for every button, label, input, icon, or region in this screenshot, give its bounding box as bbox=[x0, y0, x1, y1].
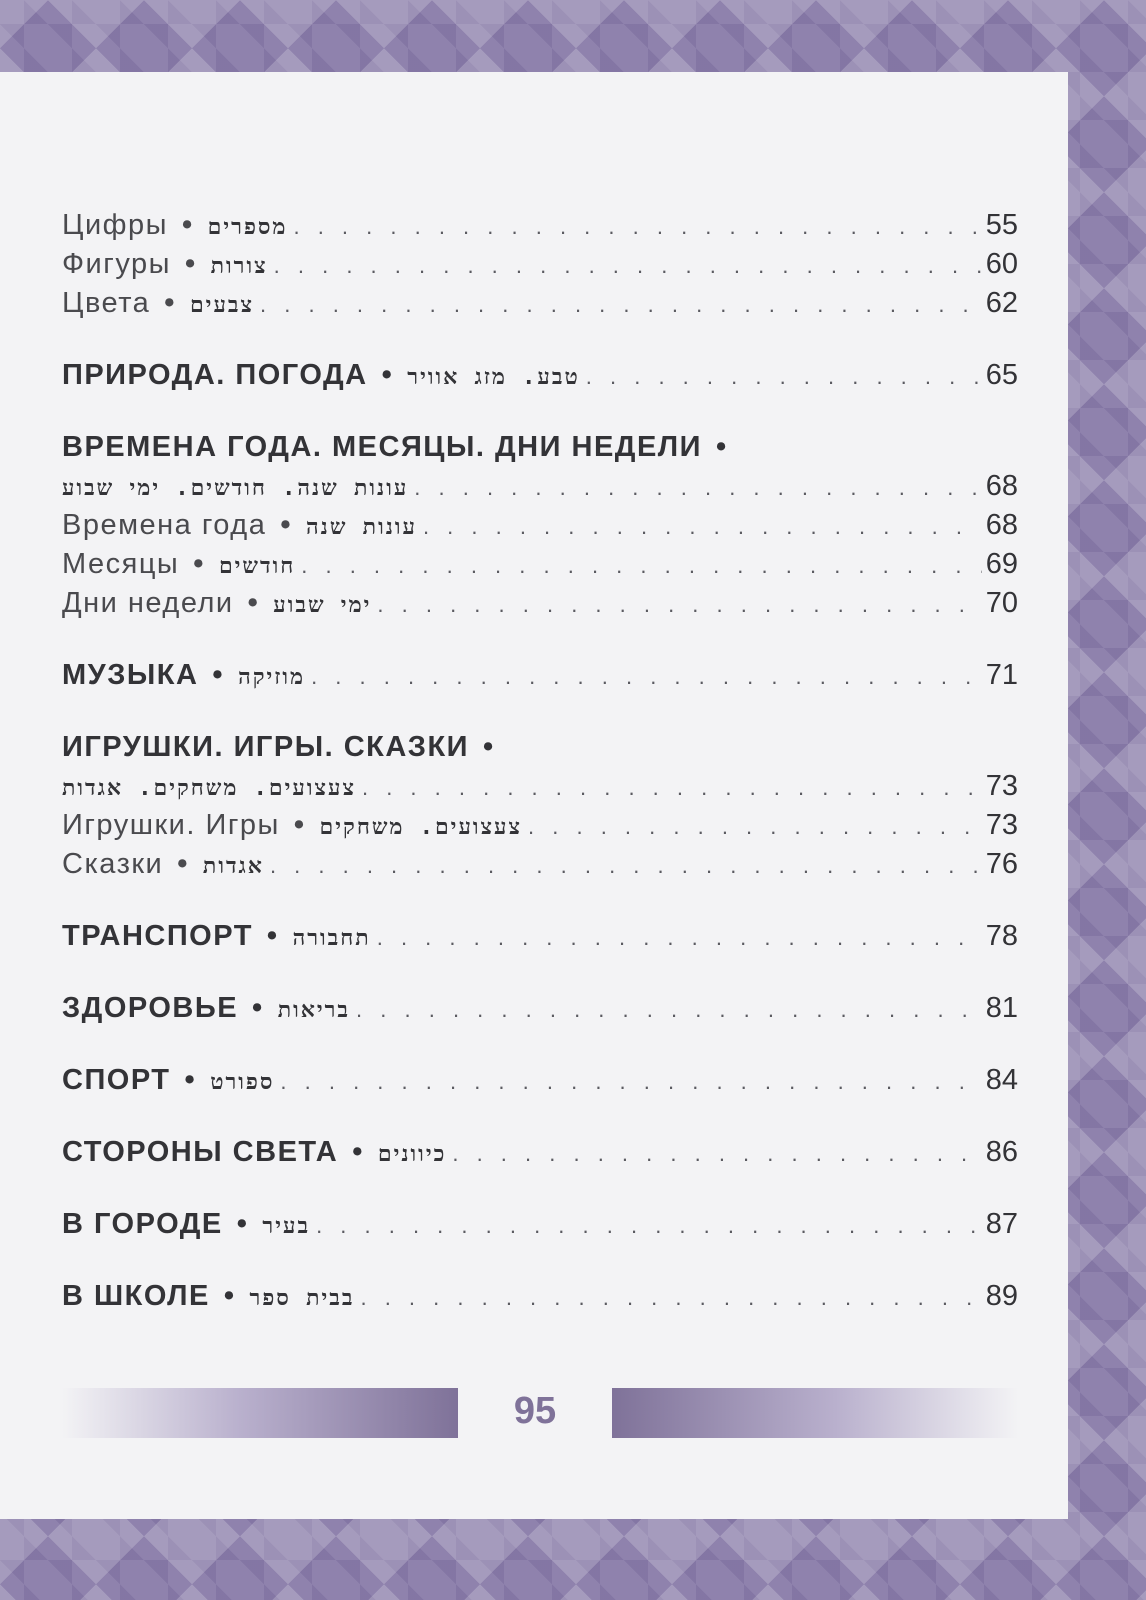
toc-section-entry[interactable] bbox=[62, 989, 1018, 1028]
separator-dot: • bbox=[483, 731, 495, 763]
entry-page-number: 65 bbox=[985, 359, 1018, 391]
entry-title-he: ימי שבוע bbox=[273, 593, 372, 618]
separator-dot: • bbox=[164, 287, 176, 319]
entry-title-ru: СТОРОНЫ СВЕТА bbox=[62, 1136, 339, 1168]
section-gap bbox=[62, 323, 1018, 356]
section-gap bbox=[62, 1172, 1018, 1205]
entry-title-he: בעיר bbox=[262, 1214, 311, 1239]
entry-page-number: 73 bbox=[985, 809, 1018, 841]
separator-dot: • bbox=[223, 1280, 236, 1312]
toc-section-entry[interactable] bbox=[62, 1061, 1018, 1100]
dot-leader bbox=[280, 1062, 981, 1101]
entry-title-ru: В ШКОЛЕ bbox=[62, 1280, 210, 1312]
toc-section-entry[interactable] bbox=[62, 917, 1018, 956]
toc-subentry[interactable] bbox=[62, 506, 1018, 545]
separator-dot: • bbox=[252, 992, 264, 1024]
separator-dot: • bbox=[184, 1064, 197, 1096]
footer-bar-right bbox=[612, 1388, 1018, 1438]
section-gap bbox=[62, 695, 1018, 728]
entry-page-number: 55 bbox=[985, 209, 1018, 241]
section-gap bbox=[62, 395, 1018, 428]
entry-page-number: 89 bbox=[985, 1280, 1018, 1312]
separator-dot: • bbox=[184, 248, 197, 280]
entry-title-ru: Цифры bbox=[62, 209, 168, 241]
entry-title-ru: МУЗЫКА bbox=[62, 659, 199, 691]
dot-leader bbox=[274, 246, 982, 285]
dot-leader bbox=[311, 657, 982, 696]
entry-page-number: 69 bbox=[985, 548, 1018, 580]
toc-subentry[interactable] bbox=[62, 545, 1018, 584]
entry-title-he: בריאות bbox=[277, 998, 351, 1023]
entry-title-ru: ВРЕМЕНА ГОДА. МЕСЯЦЫ. ДНИ НЕДЕЛИ bbox=[62, 431, 702, 463]
toc-section-entry[interactable] bbox=[62, 1277, 1018, 1316]
separator-dot: • bbox=[236, 1208, 249, 1240]
dot-leader bbox=[414, 468, 981, 507]
dot-leader bbox=[377, 918, 982, 957]
entry-page-number: 60 bbox=[985, 248, 1018, 280]
entry-title-he: צבעים bbox=[189, 293, 255, 318]
entry-title-ru: ЗДОРОВЬЕ bbox=[62, 992, 239, 1024]
entry-title-he: ספורט bbox=[210, 1070, 275, 1095]
toc-section-entry[interactable] bbox=[62, 1133, 1018, 1172]
entry-title-he: אגדות bbox=[202, 854, 264, 879]
entry-title-ru: Игрушки. Игры bbox=[62, 809, 280, 841]
toc-subentry[interactable] bbox=[62, 806, 1018, 845]
entry-title-he: צעצועים. משחקים bbox=[319, 815, 523, 840]
entry-title-he: מוזיקה bbox=[238, 665, 306, 690]
separator-dot: • bbox=[212, 659, 225, 691]
entry-page-number: 73 bbox=[985, 770, 1018, 802]
separator-dot: • bbox=[193, 548, 205, 580]
entry-title-ru: Времена года bbox=[62, 509, 267, 541]
dot-leader bbox=[301, 546, 981, 585]
entry-title-he: בבית ספר bbox=[249, 1286, 355, 1311]
entry-page-number: 68 bbox=[985, 470, 1018, 502]
dot-leader bbox=[452, 1134, 981, 1173]
section-gap bbox=[62, 1028, 1018, 1061]
table-of-contents bbox=[62, 206, 1018, 1316]
toc-section-entry[interactable] bbox=[62, 1205, 1018, 1244]
separator-dot: • bbox=[266, 920, 279, 952]
toc-section-entry[interactable] bbox=[62, 356, 1018, 395]
entry-title-he: עונות שנה bbox=[306, 515, 417, 540]
section-gap bbox=[62, 1100, 1018, 1133]
entry-title-ru: В ГОРОДЕ bbox=[62, 1208, 223, 1240]
entry-page-number: 87 bbox=[985, 1208, 1018, 1240]
toc-subentry[interactable] bbox=[62, 206, 1018, 245]
separator-dot: • bbox=[715, 431, 728, 463]
page-footer bbox=[0, 1388, 1146, 1444]
entry-title-ru: Сказки bbox=[62, 848, 164, 880]
dot-leader bbox=[356, 990, 982, 1029]
entry-title-he: תחבורה bbox=[292, 926, 371, 951]
separator-dot: • bbox=[352, 1136, 364, 1168]
separator-dot: • bbox=[293, 809, 306, 841]
entry-title-ru: Месяцы bbox=[62, 548, 180, 580]
toc-section-heading[interactable] bbox=[62, 728, 1018, 767]
dot-leader bbox=[423, 507, 982, 546]
entry-page-number: 86 bbox=[985, 1136, 1018, 1168]
entry-page-number: 68 bbox=[985, 509, 1018, 541]
dot-leader bbox=[316, 1206, 982, 1245]
separator-dot: • bbox=[381, 359, 394, 391]
dot-leader bbox=[377, 585, 981, 624]
entry-title-he: צורות bbox=[210, 254, 268, 279]
toc-subentry[interactable] bbox=[62, 245, 1018, 284]
entry-title-ru: ИГРУШКИ. ИГРЫ. СКАЗКИ bbox=[62, 731, 470, 763]
entry-page-number: 81 bbox=[985, 992, 1018, 1024]
section-gap bbox=[62, 623, 1018, 656]
footer-bar-left bbox=[62, 1388, 458, 1438]
entry-page-number: 71 bbox=[985, 659, 1018, 691]
entry-title-ru: ТРАНСПОРТ bbox=[62, 920, 253, 952]
entry-title-ru: Дни недели bbox=[62, 587, 234, 619]
entry-title-ru: ПРИРОДА. ПОГОДА bbox=[62, 359, 368, 391]
toc-entry-line[interactable] bbox=[62, 767, 1018, 806]
entry-title-he: חודשים bbox=[218, 554, 296, 579]
toc-subentry[interactable] bbox=[62, 284, 1018, 323]
dot-leader bbox=[362, 768, 982, 807]
entry-title-ru: СПОРТ bbox=[62, 1064, 171, 1096]
entry-title-ru: Фигуры bbox=[62, 248, 171, 280]
toc-section-heading[interactable] bbox=[62, 428, 1018, 467]
dot-leader bbox=[270, 846, 982, 885]
separator-dot: • bbox=[181, 209, 194, 241]
entry-page-number: 78 bbox=[985, 920, 1018, 952]
section-gap bbox=[62, 884, 1018, 917]
entry-page-number: 70 bbox=[985, 587, 1018, 619]
entry-title-he: עונות שנה. חודשים. ימי שבוע bbox=[62, 476, 409, 501]
toc-subentry[interactable] bbox=[62, 845, 1018, 884]
entry-title-he: טבע. מזג אוויר bbox=[407, 365, 580, 390]
separator-dot: • bbox=[247, 587, 260, 619]
separator-dot: • bbox=[177, 848, 189, 880]
separator-dot: • bbox=[280, 509, 293, 541]
entry-page-number: 76 bbox=[985, 848, 1018, 880]
entry-page-number: 62 bbox=[985, 287, 1018, 319]
toc-subentry[interactable] bbox=[62, 584, 1018, 623]
toc-section-entry[interactable] bbox=[62, 656, 1018, 695]
dot-leader bbox=[586, 357, 982, 396]
dot-leader bbox=[528, 807, 982, 846]
entry-title-ru: Цвета bbox=[62, 287, 151, 319]
dot-leader bbox=[293, 207, 981, 246]
section-gap bbox=[62, 956, 1018, 989]
entry-page-number: 84 bbox=[985, 1064, 1018, 1096]
entry-title-he: צעצועים. משחקים. אגדות bbox=[62, 776, 356, 801]
entry-title-he: כיוונים bbox=[377, 1142, 447, 1167]
entry-title-he: מספרים bbox=[207, 215, 288, 240]
dot-leader bbox=[260, 285, 982, 324]
section-gap bbox=[62, 1244, 1018, 1277]
toc-entry-line[interactable] bbox=[62, 467, 1018, 506]
page-number: 95 bbox=[513, 1390, 557, 1432]
dot-leader bbox=[360, 1278, 981, 1317]
